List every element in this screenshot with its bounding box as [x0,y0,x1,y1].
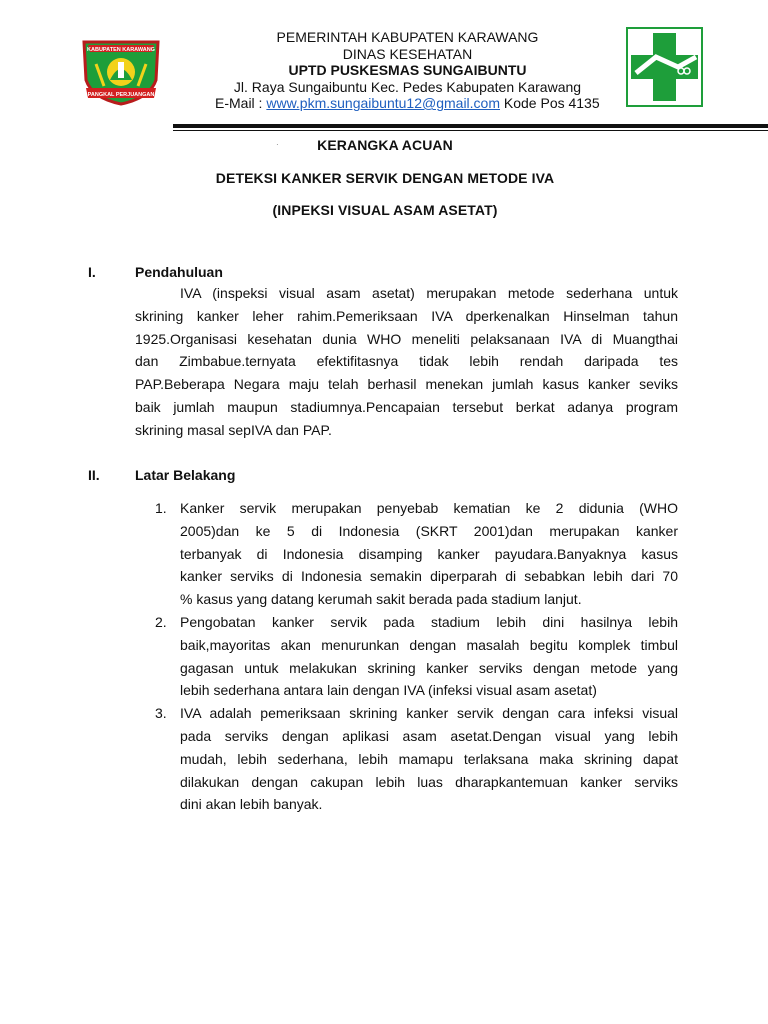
logo-left-bottom-text: PANGKAL PERJUANGAN [87,92,155,98]
letterhead-government: PEMERINTAH KABUPATEN KARAWANG [276,29,539,45]
list-item-number: 1. [155,500,167,516]
section-title-pendahuluan: Pendahuluan [135,264,223,280]
list-item-line: Kanker servik merupakan penyebab kematian ke 2 didunia (WHO [180,500,678,516]
section-number: I. [88,264,96,280]
paragraph-line: 1925.Organisasi kesehatan dunia WHO meneliti pelaksanaan IVA di Muangthai [135,330,678,347]
list-item [155,497,678,611]
list-item [155,702,678,816]
list-item-line: dini akan lebih banyak. [180,796,323,813]
doc-subtitle-note: (INPEKSI VISUAL ASAM ASETAT) [272,202,498,218]
stray-dot: · [276,140,279,149]
list-item-line: mudah, lebih sederhana, lebih mamapu terlaksana maka skrining dapat [180,750,678,767]
list-item-line: IVA adalah pemeriksaan skrining kanker servik dengan cara infeksi visual [180,705,678,722]
list-item-line: pada serviks dengan aplikasi asam asetat.Dengan visual yang lebih [180,727,678,744]
paragraph-line: dan Zimbabue.ternyata efektifitasnya tidak lebih rendah daripada tes [135,353,678,370]
letterhead [180,29,635,112]
section-title-latar-belakang: Latar Belakang [135,467,236,483]
list-item-number: 2. [155,613,167,630]
doc-subtitle: DETEKSI KANKER SERVIK DENGAN METODE IVA [215,170,555,186]
postal-code: Kode Pos 4135 [500,95,600,111]
doc-title: KERANGKA ACUAN [317,137,453,153]
list-item-line: gagasan untuk melakukan skrining kanker serviks dengan metode yang [180,659,678,676]
list-item-number: 3. [155,705,167,722]
section-paragraph [135,282,678,442]
letterhead-rule-thin [173,130,768,131]
list-item-line: dilakukan dengan cakupan lebih luas dharapkantemuan kanker serviks [180,773,678,790]
list-item-line: terbanyak di Indonesia disamping kanker payudara.Banyaknya kasus [180,545,678,562]
numbered-list [155,497,678,816]
letterhead-department: DINAS KESEHATAN [342,45,473,62]
paragraph-line: IVA (inspeksi visual asam asetat) merupakan metode sederhana untuk [180,285,678,301]
list-item-line: lebih sederhana antara lain dengan IVA (infeksi visual asam asetat) [180,682,597,699]
letterhead-address: Jl. Raya Sungaibuntu Kec. Pedes Kabupaten Karawang [233,78,582,95]
letterhead-contact [180,95,635,112]
email-link[interactable]: www.pkm.sungaibuntu12@gmail.com [266,95,500,111]
puskesmas-logo [626,27,703,107]
karawang-emblem-logo [80,36,162,108]
list-item-line: baik,mayoritas akan menurunkan dengan masalah begitu komplek timbul [180,636,678,653]
list-item-line: kanker serviks di Indonesia semakin diperparah di sebabkan lebih dari 70 [180,568,678,585]
paragraph-line: PAP.Beberapa Negara maju telah berhasil menekan jumlah kasus kanker seviks [135,376,678,393]
list-item-line: 2005)dan ke 5 di Indonesia (SKRT 2001)dan merupakan kanker [180,522,678,539]
letterhead-institution: UPTD PUSKESMAS SUNGAIBUNTU [288,62,527,78]
paragraph-line: skrining masal sepIVA dan PAP. [135,421,332,438]
section-number: II. [88,467,100,483]
list-item-line: % kasus yang datang kerumah sakit berada pada stadium lanjut. [180,591,582,608]
list-item [155,611,678,702]
logo-left-top-text: KABUPATEN KARAWANG [87,47,155,53]
paragraph-line: skrining kanker leher rahim.Pemeriksaan IVA dperkenalkan Hinselman tahun [135,307,678,324]
letterhead-rule-thick [173,124,768,128]
paragraph-line: baik jumlah maupun stadiumnya.Pencapaian tersebut berkat adanya program [135,398,678,415]
email-label: E-Mail : [215,95,267,111]
list-item-line: Pengobatan kanker servik pada stadium lebih dini hasilnya lebih [180,613,678,630]
